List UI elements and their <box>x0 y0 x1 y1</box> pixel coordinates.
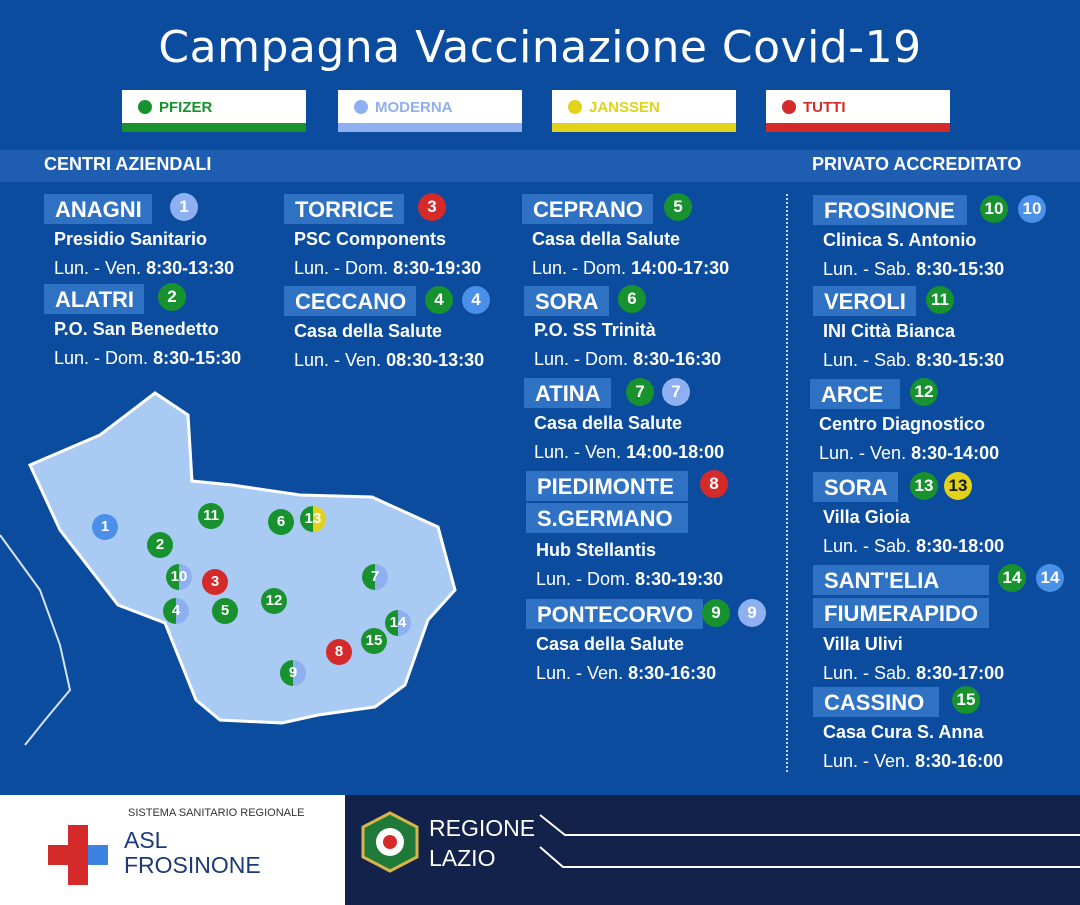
moderna-dot-icon <box>354 100 368 114</box>
city-anagni: ANAGNI <box>44 194 152 224</box>
map-pin-5: 5 <box>212 598 238 624</box>
city-sora-private: SORA <box>813 472 898 502</box>
regione-footer <box>345 795 1080 905</box>
legend-label: JANSSEN <box>589 99 660 116</box>
hours: Lun. - Ven. 14:00-18:00 <box>534 442 725 462</box>
place: P.O. San Benedetto <box>54 319 219 339</box>
legend-label: MODERNA <box>375 99 453 116</box>
badge-pfizer: 11 <box>926 286 954 314</box>
legend-label: TUTTI <box>803 99 846 116</box>
legend-label: PFIZER <box>159 99 213 116</box>
hours: Lun. - Dom. 8:30-16:30 <box>534 349 722 369</box>
city-pontecorvo: PONTECORVO <box>526 599 703 629</box>
map-pin-13: 13 <box>300 506 326 532</box>
province-shape <box>30 393 455 723</box>
badge-janssen: 13 <box>944 472 972 500</box>
page-title: Campagna Vaccinazione Covid-19 <box>158 22 922 73</box>
hours: Lun. - Dom. 14:00-17:30 <box>532 258 730 278</box>
regione-line1: REGIONE <box>429 815 536 841</box>
badge-pfizer: 15 <box>952 686 980 714</box>
neighbor-border <box>0 535 70 745</box>
badge-pfizer: 12 <box>910 378 938 406</box>
city-ceccano: CECCANO <box>284 286 416 316</box>
city-sant-elia: SANT'ELIA <box>813 565 989 595</box>
legend-bar <box>338 123 522 132</box>
map-pin-2: 2 <box>147 532 173 558</box>
hours: Lun. - Ven. 8:30-13:30 <box>54 258 235 278</box>
badge-pfizer: 4 <box>425 286 453 314</box>
place: Casa della Salute <box>536 634 685 654</box>
city-sora: SORA <box>524 286 609 316</box>
badge-moderna: 4 <box>462 286 490 314</box>
legend-tutti <box>766 90 950 132</box>
place: INI Città Bianca <box>823 321 956 341</box>
map-pin-6: 6 <box>268 509 294 535</box>
badge-pfizer: 9 <box>702 599 730 627</box>
legend-bar <box>122 123 306 132</box>
place: Presidio Sanitario <box>54 229 208 249</box>
map-pin-1: 1 <box>92 514 118 540</box>
asl-line2: FROSINONE <box>124 852 261 878</box>
section-title-centri: CENTRI AZIENDALI <box>44 154 212 174</box>
map-pin-7: 7 <box>362 564 388 590</box>
city-fiumerapido: FIUMERAPIDO <box>813 598 989 628</box>
map-pin-14: 14 <box>385 610 411 636</box>
janssen-dot-icon <box>568 100 582 114</box>
hours: Lun. - Sab. 8:30-15:30 <box>823 350 1005 370</box>
city-cassino: CASSINO <box>813 687 939 717</box>
map-pin-15: 15 <box>361 628 387 654</box>
hours: Lun. - Dom. 8:30-15:30 <box>54 348 242 368</box>
map-pin-8: 8 <box>326 639 352 665</box>
hours: Lun. - Sab. 8:30-17:00 <box>823 663 1005 683</box>
legend-pfizer <box>122 90 306 132</box>
place: Villa Gioia <box>823 507 910 527</box>
city-arce: ARCE <box>810 379 900 409</box>
province-map <box>0 385 470 765</box>
regione-line2: LAZIO <box>429 845 496 871</box>
legend-janssen <box>552 90 736 132</box>
place: PSC Components <box>294 229 447 249</box>
badge-moderna: 10 <box>1018 195 1046 223</box>
place: P.O. SS Trinità <box>534 320 656 340</box>
legend-bar <box>766 123 950 132</box>
badge-pfizer: 2 <box>158 283 186 311</box>
pfizer-dot-icon <box>138 100 152 114</box>
badge-pfizer: 6 <box>618 285 646 313</box>
map-pin-4: 4 <box>163 598 189 624</box>
hours: Lun. - Ven. 8:30-14:00 <box>819 443 1000 463</box>
hours: Lun. - Ven. 8:30-16:30 <box>536 663 717 683</box>
tutti-dot-icon <box>782 100 796 114</box>
hours: Lun. - Sab. 8:30-15:30 <box>823 259 1005 279</box>
city-torrice: TORRICE <box>284 194 404 224</box>
map-pin-12: 12 <box>261 588 287 614</box>
city-s-germano: S.GERMANO <box>526 503 688 533</box>
badge-pfizer: 13 <box>910 472 938 500</box>
badge-moderna: 1 <box>170 193 198 221</box>
place: Casa della Salute <box>294 321 443 341</box>
badge-pfizer: 14 <box>998 564 1026 592</box>
place: Centro Diagnostico <box>819 414 986 434</box>
place: Clinica S. Antonio <box>823 230 977 250</box>
hours: Lun. - Sab. 8:30-18:00 <box>823 536 1005 556</box>
map-pin-9: 9 <box>280 660 306 686</box>
city-alatri: ALATRI <box>44 284 144 314</box>
regione-lazio-emblem-icon <box>359 811 421 873</box>
place: Casa della Salute <box>532 229 681 249</box>
hours: Lun. - Ven. 8:30-16:00 <box>823 751 1004 771</box>
badge-pfizer: 7 <box>626 378 654 406</box>
place: Casa Cura S. Anna <box>823 722 984 742</box>
badge-tutti: 8 <box>700 470 728 498</box>
place: Hub Stellantis <box>536 540 657 560</box>
section-title-privato: PRIVATO ACCREDITATO <box>812 154 1022 174</box>
badge-pfizer: 10 <box>980 195 1008 223</box>
badge-pfizer: 5 <box>664 193 692 221</box>
asl-cross-icon <box>48 825 108 885</box>
city-frosinone: FROSINONE <box>813 195 967 225</box>
hours: Lun. - Ven. 08:30-13:30 <box>294 350 485 370</box>
badge-tutti: 3 <box>418 193 446 221</box>
place: Villa Ulivi <box>823 634 903 654</box>
city-piedimonte: PIEDIMONTE <box>526 471 688 501</box>
map-pin-11: 11 <box>198 503 224 529</box>
asl-small-label: SISTEMA SANITARIO REGIONALE <box>128 807 305 819</box>
badge-moderna: 14 <box>1036 564 1064 592</box>
asl-line1: ASL <box>124 827 168 853</box>
column-divider <box>786 194 788 772</box>
legend-moderna <box>338 90 522 132</box>
map-pin-10: 10 <box>166 564 192 590</box>
legend-bar <box>552 123 736 132</box>
place: Casa della Salute <box>534 413 683 433</box>
asl-footer <box>0 795 345 905</box>
city-atina: ATINA <box>524 378 611 408</box>
hours: Lun. - Dom. 8:30-19:30 <box>294 258 482 278</box>
city-ceprano: CEPRANO <box>522 194 653 224</box>
badge-moderna: 9 <box>738 599 766 627</box>
hours: Lun. - Dom. 8:30-19:30 <box>536 569 724 589</box>
city-veroli: VEROLI <box>813 286 916 316</box>
map-pin-3: 3 <box>202 569 228 595</box>
badge-moderna: 7 <box>662 378 690 406</box>
